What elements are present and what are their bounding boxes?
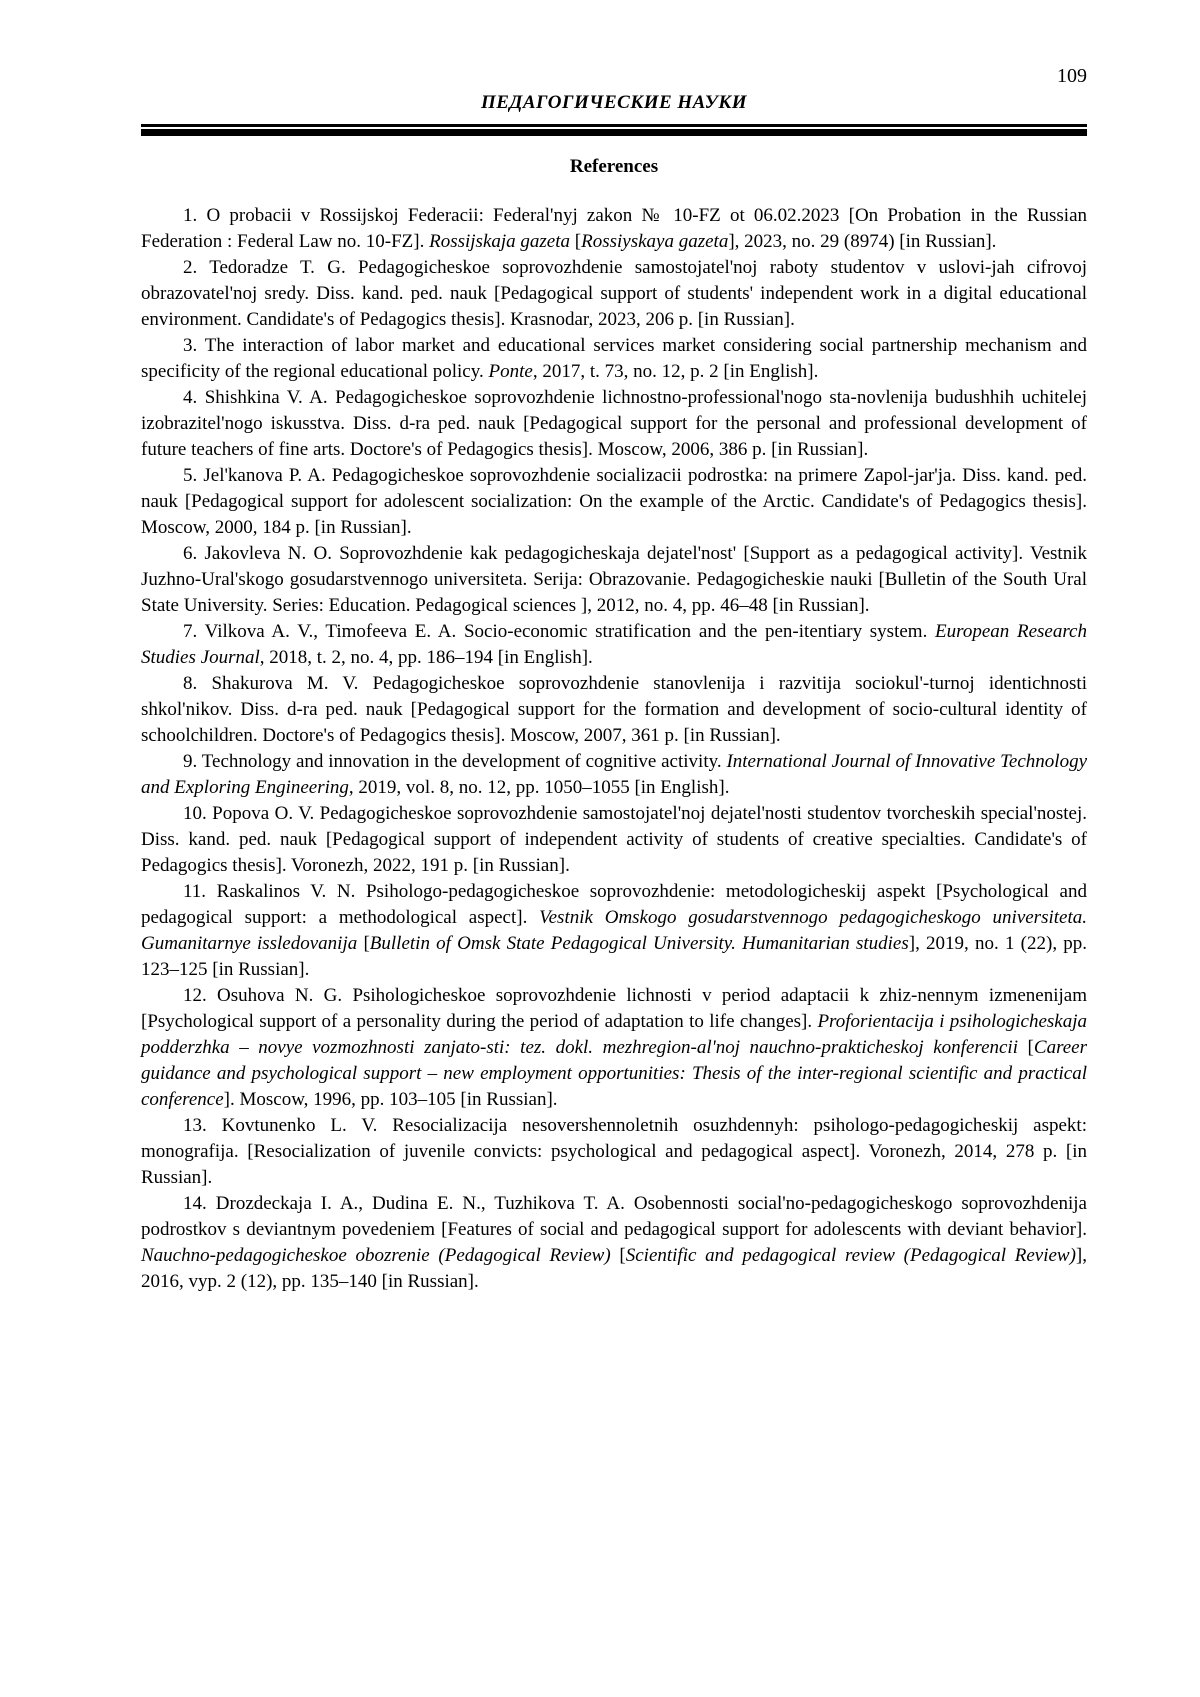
reference-text: 14. Drozdeckaja I. A., Dudina E. N., Tuzhikova T. A. Osobennosti social'no-pedagogicheskogo soprovozhdenija podrostkov s deviantnym povedeniem [Features of social and pedagogical support for adolescents with deviant behavior]. [141, 1193, 1087, 1240]
reference-item [141, 541, 1087, 619]
reference-text: 9. Technology and innovation in the development of cognitive activity. [183, 751, 727, 772]
references-list [141, 203, 1087, 1295]
reference-item [141, 1113, 1087, 1191]
running-head: ПЕДАГОГИЧЕСКИЕ НАУКИ [480, 92, 748, 113]
reference-item [141, 749, 1087, 801]
reference-text: 4. Shishkina V. A. Pedagogicheskoe soprovozhdenie lichnostno-professional'nogo sta-novlenija budushhih uchitelej izobrazitel'nogo iskusstva. Diss. d-ra ped. nauk [Pedagogical support for the personal and professional development of future teachers of fine arts. Doctore's of Pedagogics thesis]. Moscow, 2006, 386 p. [in Russian]. [141, 387, 1087, 460]
reference-text: 1. O probacii v Rossijskoj Federacii: Federal'nyj zakon № 10-FZ ot 06.02.2023 [On Probation in the Russian Federation : Federal Law no. 10-FZ]. [141, 205, 1087, 252]
reference-text: 2. Tedoradze T. G. Pedagogicheskoe soprovozhdenie samostojatel'noj raboty studentov v uslovi-jah cifrovoj obrazovatel'noj sredy. Diss. kand. ped. nauk [Pedagogical support of students' independent work in a digital educational environment. Candidate's of Pedagogics thesis]. Krasnodar, 2023, 206 p. [in Russian]. [141, 257, 1087, 330]
reference-text: 10. Popova O. V. Pedagogicheskoe soprovozhdenie samostojatel'noj dejatel'nosti studentov tvorcheskih special'nostej. Diss. kand. ped. nauk [Pedagogical support of independent activity of students of creative specialties. Candidate's of Pedagogics thesis]. Voronezh, 2022, 191 p. [in Russian]. [141, 803, 1087, 876]
reference-item [141, 1191, 1087, 1295]
reference-item [141, 801, 1087, 879]
reference-title-italic: Nauchno-pedagogicheskoe obozrenie (Pedagogical Review) [141, 1245, 611, 1266]
reference-text: 6. Jakovleva N. O. Soprovozhdenie kak pedagogicheskaja dejatel'nost' [Support as a pedagogical activity]. Vestnik Juzhno-Ural'skogo gosudarstvennogo universiteta. Serija: Obrazovanie. Pedagogicheskie nauki [Bulletin of the South Ural State University. Series: Education. Pedagogical sciences ], 2012, no. 4, pp. 46–48 [in Russian]. [141, 543, 1087, 616]
reference-title-italic: Scientific and pedagogical review (Pedagogical Review) [625, 1245, 1076, 1266]
reference-text: 12. Osuhova N. G. Psihologicheskoe soprovozhdenie lichnosti v period adaptacii k zhiz-nennym izmenenijam [Psychological support of a personality during the period of adaptation to life changes]. [141, 985, 1087, 1032]
reference-title-italic: Vestnik Omskogo gosudarstvennogo pedagogicheskogo universiteta. Gumanitarnye issledovanija [141, 907, 1087, 954]
reference-title-italic: Career guidance and psychological support – new employment opportunities: Thesis of the inter-regional scientific and practical conference [141, 1037, 1088, 1110]
reference-text: [ [610, 1245, 626, 1266]
reference-text: ], 2019, no. 1 (22), pp. 123–125 [in Russian]. [141, 933, 1088, 980]
header-double-rule [141, 124, 1087, 136]
reference-item [141, 879, 1087, 983]
reference-item [141, 203, 1087, 255]
section-title: References [569, 156, 659, 177]
rule-thin-line [141, 124, 1087, 127]
reference-item [141, 619, 1087, 671]
reference-title-italic: Rossiyskaya gazeta [581, 231, 729, 252]
reference-text: , 2018, t. 2, no. 4, pp. 186–194 [in English]. [259, 647, 593, 668]
reference-text: [ [570, 231, 582, 252]
reference-text: ], 2016, vyp. 2 (12), pp. 135–140 [in Russian]. [141, 1245, 1087, 1292]
reference-title-italic: European Research Studies Journal [141, 621, 1087, 668]
reference-text: [ [357, 933, 370, 954]
reference-text: 5. Jel'kanova P. A. Pedagogicheskoe soprovozhdenie socializacii podrostka: na primere Zapol-jar'ja. Diss. kand. ped. nauk [Pedagogical support for adolescent socialization: On the example of the Arctic. Candidate's of Pedagogics thesis]. Moscow, 2000, 184 p. [in Russian]. [141, 465, 1087, 538]
reference-title-italic: International Journal of Innovative Technology and Exploring Engineering [141, 751, 1087, 798]
reference-title-italic: Proforientacija i psihologicheskaja podderzhka – novye vozmozhnosti zanjato-sti: tez. dokl. mezhregion-al'noj nauchno-prakticheskoj konferencii [141, 1011, 1088, 1058]
reference-text: , 2017, t. 73, no. 12, p. 2 [in English]. [532, 361, 819, 382]
reference-title-italic: Ponte [488, 361, 533, 382]
reference-item [141, 255, 1087, 333]
reference-title-italic: Rossijskaja gazeta [429, 231, 571, 252]
reference-item [141, 385, 1087, 463]
reference-title-italic: Bulletin of Omsk State Pedagogical University. Humanitarian studies [369, 933, 909, 954]
rule-thick-line [141, 129, 1087, 136]
reference-text: 13. Kovtunenko L. V. Resocializacija nesovershennoletnih osuzhdennyh: psihologo-pedagogicheskij aspekt: monografija. [Resocialization of juvenile convicts: psychological and pedagogical aspect]. Voronezh, 2014, 278 p. [in Russian]. [141, 1115, 1087, 1188]
reference-text: [ [1018, 1037, 1034, 1058]
reference-item [141, 463, 1087, 541]
page-number: 109 [1057, 65, 1087, 87]
reference-item [141, 333, 1087, 385]
reference-text: ]. Moscow, 1996, pp. 103–105 [in Russian]. [223, 1089, 558, 1110]
reference-text: , 2019, vol. 8, no. 12, pp. 1050–1055 [in English]. [348, 777, 730, 798]
reference-text: 8. Shakurova M. V. Pedagogicheskoe soprovozhdenie stanovlenija i razvitija sociokul'-turnoj identichnosti shkol'nikov. Diss. d-ra ped. nauk [Pedagogical support for the formation and development of socio-cultural identity of schoolchildren. Doctore's of Pedagogics thesis]. Moscow, 2007, 361 p. [in Russian]. [141, 673, 1087, 746]
reference-item [141, 983, 1087, 1113]
reference-text: 11. Raskalinos V. N. Psihologo-pedagogicheskoe soprovozhdenie: metodologicheskij aspekt [Psychological and pedagogical support: a methodological aspect]. [141, 881, 1087, 928]
reference-text: 7. Vilkova A. V., Timofeeva E. A. Socio-economic stratification and the pen-itentiary system. [183, 621, 936, 642]
page-content [141, 0, 1087, 1295]
reference-text: ], 2023, no. 29 (8974) [in Russian]. [728, 231, 997, 252]
reference-text: 3. The interaction of labor market and educational services market considering social partnership mechanism and specificity of the regional educational policy. [141, 335, 1087, 382]
reference-item [141, 671, 1087, 749]
